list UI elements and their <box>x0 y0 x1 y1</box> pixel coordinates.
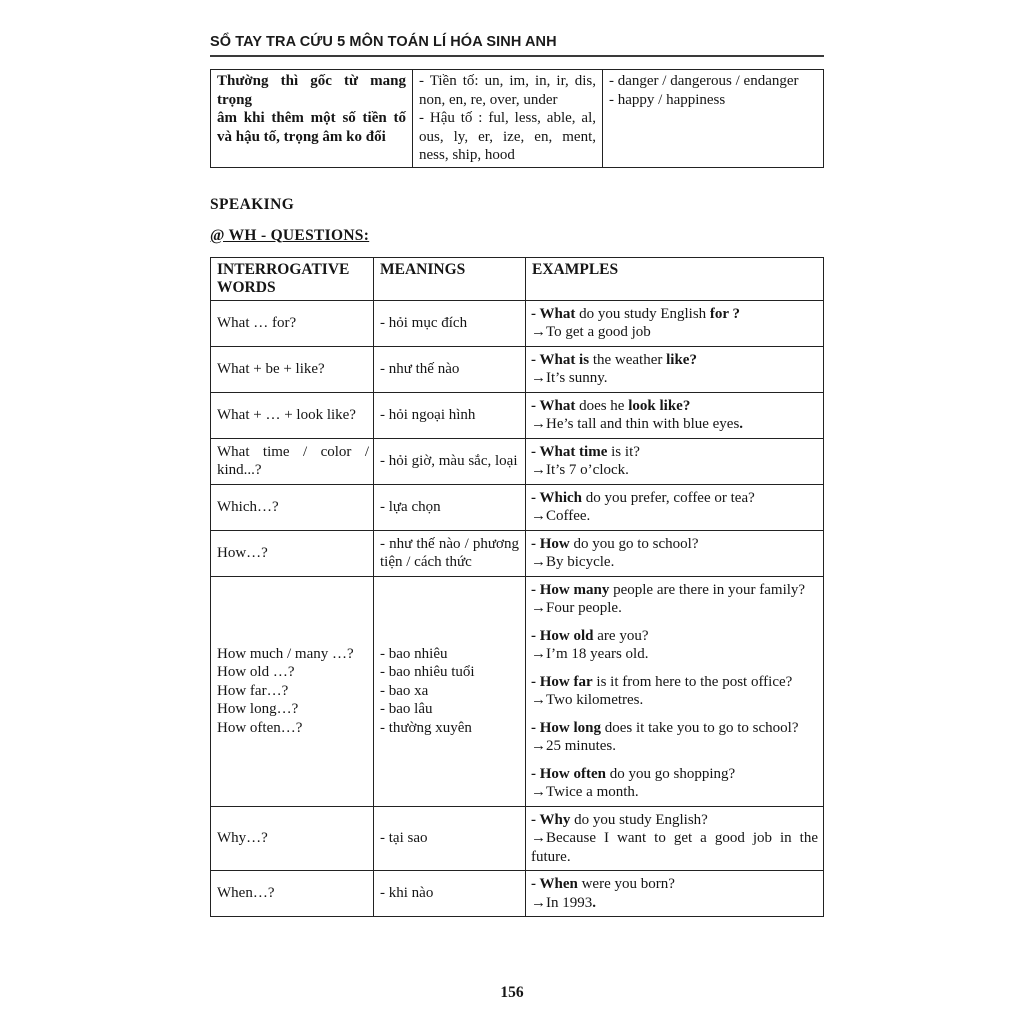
text-line: - danger / dangerous / endanger <box>609 73 799 89</box>
text-line: What time / color / kind...? <box>217 443 369 478</box>
text-line: →In 1993. <box>531 894 596 911</box>
example-block <box>531 765 818 802</box>
meanings-cell <box>374 346 526 392</box>
text-line: - hỏi giờ, màu sắc, loại <box>380 452 518 469</box>
text-line: - Hậu tố : ful, less, able, al, ous, ly, er, ize, en, ment, ness, ship, hood <box>419 110 596 163</box>
text-line: - như thế nào <box>380 360 460 377</box>
text-line: - happy / happiness <box>609 91 726 108</box>
text-line: →Twice a month. <box>531 784 639 800</box>
text-line: Why…? <box>217 830 268 846</box>
stress-rule-cell <box>211 70 413 168</box>
interrogative-words-cell <box>211 484 374 530</box>
text-line: - bao nhiêu <box>380 645 448 662</box>
table-row <box>211 871 824 917</box>
text-line: →It’s 7 o’clock. <box>531 462 629 478</box>
page-content <box>210 34 824 917</box>
table-row <box>211 392 824 438</box>
examples-cell <box>526 300 824 346</box>
col-header-meanings: MEANINGS <box>374 257 526 300</box>
text-line: âm khi thêm một số tiền tố và hậu tố, trọng âm ko đổi <box>217 110 406 145</box>
affix-examples-cell <box>603 70 824 168</box>
text-line: - How do you go to school? <box>531 535 699 552</box>
text-line: What + … + look like? <box>217 406 356 423</box>
text-line: →I’m 18 years old. <box>531 646 649 662</box>
text-line: - lựa chọn <box>380 498 441 515</box>
example-block <box>531 535 818 572</box>
text-line: →To get a good job <box>531 324 651 340</box>
text-line: - What is the weather like? <box>531 351 697 368</box>
meanings-cell <box>374 438 526 484</box>
example-block <box>531 811 818 867</box>
meanings-cell <box>374 806 526 871</box>
text-line: →He’s tall and thin with blue eyes. <box>531 416 744 432</box>
text-line: How old …? <box>217 664 295 681</box>
text-line: - What do you study English for ? <box>531 305 741 322</box>
text-line: - bao lâu <box>380 701 433 718</box>
text-line: - Tiền tố: un, im, in, ir, dis, non, en, re, over, under <box>419 73 596 108</box>
text-line: Which…? <box>217 498 279 515</box>
examples-cell <box>526 871 824 917</box>
example-block <box>531 581 818 618</box>
speaking-heading: SPEAKING <box>210 195 295 213</box>
wh-questions-heading: @ WH - QUESTIONS: <box>210 226 370 244</box>
example-block <box>531 351 818 388</box>
example-block <box>531 627 818 664</box>
meanings-cell <box>374 300 526 346</box>
interrogative-words-cell <box>211 530 374 576</box>
col-header-interrogative-words: INTERROGATIVE WORDS <box>211 257 374 300</box>
interrogative-words-cell <box>211 576 374 806</box>
examples-cell <box>526 530 824 576</box>
text-line: - When were you born? <box>531 876 675 892</box>
meanings-cell <box>374 576 526 806</box>
interrogative-words-cell <box>211 346 374 392</box>
example-block <box>531 875 818 912</box>
text-line: - Which do you prefer, coffee or tea? <box>531 489 755 506</box>
example-block <box>531 673 818 710</box>
example-block <box>531 489 818 526</box>
text-line: How far…? <box>217 682 289 699</box>
example-block <box>531 305 818 342</box>
text-line: How often…? <box>217 719 303 736</box>
table-row <box>211 300 824 346</box>
text-line: - How far is it from here to the post office? <box>531 673 793 690</box>
meanings-cell <box>374 484 526 530</box>
text-line: - thường xuyên <box>380 719 472 736</box>
table-row <box>211 530 824 576</box>
interrogative-words-cell <box>211 438 374 484</box>
col-header-examples: EXAMPLES <box>526 257 824 300</box>
text-line: - bao nhiêu tuổi <box>380 664 475 681</box>
text-line: - tại sao <box>380 830 428 846</box>
table-row <box>211 576 824 806</box>
interrogative-words-cell <box>211 300 374 346</box>
example-block <box>531 443 818 480</box>
interrogative-words-cell <box>211 806 374 871</box>
text-line: How long…? <box>217 701 299 718</box>
page-number: 156 <box>500 984 524 1001</box>
text-line: - khi nào <box>380 885 434 902</box>
text-line: →Two kilometres. <box>531 692 644 708</box>
text-line: How much / many …? <box>217 645 354 662</box>
text-line: →It’s sunny. <box>531 370 608 386</box>
text-line: - How long does it take you to go to school? <box>531 719 799 736</box>
text-line: When…? <box>217 885 275 902</box>
meanings-cell <box>374 530 526 576</box>
text-line: What + be + like? <box>217 360 325 377</box>
wh-table-body <box>211 300 824 917</box>
interrogative-words-cell <box>211 392 374 438</box>
text-line: - bao xa <box>380 682 429 699</box>
text-line: - How many people are there in your family? <box>531 581 806 598</box>
example-block <box>531 397 818 434</box>
examples-cell <box>526 576 824 806</box>
text-line: →Because I want to get a good job in the future. <box>531 830 818 865</box>
affix-list-cell <box>413 70 603 168</box>
table-row <box>211 346 824 392</box>
meanings-cell <box>374 871 526 917</box>
text-line: - How old are you? <box>531 627 649 644</box>
interrogative-words-cell <box>211 871 374 917</box>
table-row <box>211 806 824 871</box>
examples-cell <box>526 484 824 530</box>
table-row <box>211 70 824 168</box>
text-line: - hỏi ngoại hình <box>380 406 476 423</box>
text-line: - hỏi mục đích <box>380 314 468 331</box>
examples-cell <box>526 438 824 484</box>
table-header-row <box>211 257 824 300</box>
text-line: - như thế nào / phương tiện / cách thức <box>380 535 519 570</box>
text-line: Thường thì gốc từ mang trọng <box>217 73 406 108</box>
text-line: How…? <box>217 544 268 561</box>
wh-questions-table <box>210 257 824 918</box>
examples-cell <box>526 346 824 392</box>
examples-cell <box>526 392 824 438</box>
text-line: - What does he look like? <box>531 397 691 414</box>
text-line: →Coffee. <box>531 508 591 524</box>
example-block <box>531 719 818 756</box>
table-row <box>211 438 824 484</box>
text-line: →By bicycle. <box>531 554 615 570</box>
stress-table <box>210 69 824 168</box>
text-line: - How often do you go shopping? <box>531 765 736 782</box>
text-line: →Four people. <box>531 600 622 616</box>
page-header-title: SỔ TAY TRA CỨU 5 MÔN TOÁN LÍ HÓA SINH ANH <box>210 34 824 57</box>
text-line: What … for? <box>217 314 297 331</box>
text-line: →25 minutes. <box>531 738 616 754</box>
examples-cell <box>526 806 824 871</box>
text-line: - Why do you study English? <box>531 811 708 828</box>
meanings-cell <box>374 392 526 438</box>
table-row <box>211 484 824 530</box>
text-line: - What time is it? <box>531 443 640 460</box>
